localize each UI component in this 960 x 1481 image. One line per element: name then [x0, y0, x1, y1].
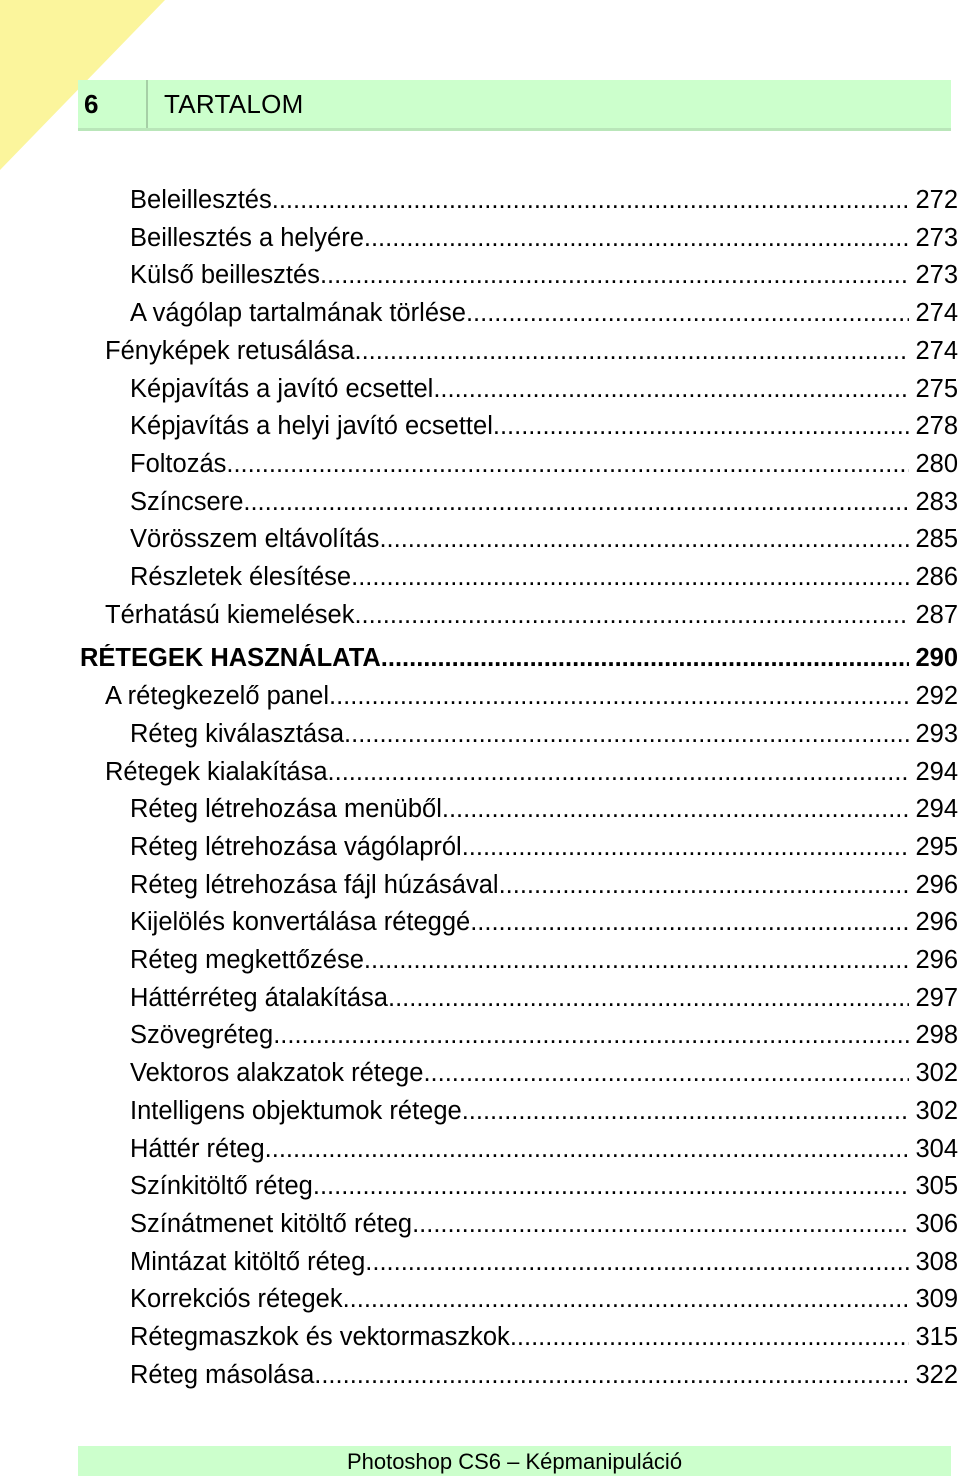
toc-entry[interactable] [105, 758, 958, 796]
toc-entry[interactable] [130, 1323, 958, 1361]
toc-leader-dots [320, 261, 910, 290]
toc-leader-dots [381, 644, 910, 673]
toc-leader-dots [243, 488, 909, 517]
toc-leader-dots [462, 1097, 910, 1126]
toc-entry-page: 294 [915, 795, 958, 824]
toc-entry-label: Színátmenet kitöltő réteg [130, 1209, 413, 1238]
toc-entry[interactable] [130, 261, 958, 299]
toc-entry[interactable] [130, 720, 958, 758]
toc-leader-dots [313, 1172, 910, 1201]
toc-entry-label: A vágólap tartalmának törlése [130, 299, 466, 328]
toc-entry-label: Képjavítás a helyi javító ecsettel [130, 412, 493, 441]
toc-entry-label: Beleillesztés [130, 186, 272, 214]
toc-entry[interactable] [80, 644, 958, 682]
toc-leader-dots [470, 908, 909, 937]
toc-entry-label: Kijelölés konvertálása réteggé [130, 908, 471, 937]
toc-entry-page: 294 [915, 757, 958, 786]
toc-leader-dots [314, 1361, 909, 1390]
toc-leader-dots [364, 224, 910, 253]
toc-entry[interactable] [130, 1285, 958, 1323]
toc-entry[interactable] [130, 908, 958, 946]
page-header [78, 80, 951, 131]
toc-entry-label: Részletek élesítése [130, 563, 352, 591]
toc-entry-page: 322 [915, 1360, 958, 1389]
toc-entry[interactable] [130, 412, 958, 450]
toc-entry-label: Beillesztés a helyére [130, 223, 364, 252]
toc-leader-dots [442, 795, 910, 824]
toc-entry-page: 296 [915, 946, 958, 974]
toc-leader-dots [351, 563, 909, 592]
toc-entry-label: Réteg létrehozása vágólapról [130, 832, 462, 861]
toc-leader-dots [343, 1285, 910, 1314]
chapter-number: 6 [78, 80, 148, 128]
chapter-title: TARTALOM [164, 88, 304, 119]
toc-entry-label: Színcsere [130, 487, 244, 516]
toc-entry-page: 306 [915, 1209, 958, 1238]
toc-entry-label: Fényképek retusálása [105, 336, 355, 365]
toc-leader-dots [379, 525, 909, 554]
toc-entry-label: Réteg megkettőzése [130, 946, 364, 974]
toc-entry-page: 296 [915, 908, 958, 937]
toc-leader-dots [499, 871, 910, 900]
toc-entry-page: 274 [915, 336, 958, 365]
toc-entry-label: Korrekciós rétegek [130, 1285, 343, 1314]
toc-entry-page: 272 [915, 186, 958, 214]
toc-entry-page: 302 [915, 1096, 958, 1125]
toc-entry-label: Háttér réteg [130, 1134, 265, 1163]
toc-leader-dots [462, 833, 910, 862]
toc-entry[interactable] [130, 1210, 958, 1248]
toc-leader-dots [354, 337, 909, 366]
toc-entry[interactable] [130, 1059, 958, 1097]
toc-entry-page: 287 [915, 600, 958, 629]
toc-entry-label: Színkitöltő réteg [130, 1172, 313, 1201]
toc-entry-page: 280 [915, 449, 958, 478]
toc-entry-label: Réteg kiválasztása [130, 719, 345, 748]
toc-entry[interactable] [130, 224, 958, 262]
toc-entry[interactable] [130, 1097, 958, 1135]
toc-entry-page: 308 [915, 1247, 958, 1276]
toc-entry[interactable] [130, 984, 958, 1022]
toc-leader-dots [423, 1059, 909, 1088]
toc-entry-page: 283 [915, 487, 958, 516]
toc-entry-label: Térhatású kiemelések [105, 600, 355, 629]
toc-entry-label: Foltozás [130, 449, 227, 478]
toc-entry-page: 298 [915, 1021, 958, 1050]
toc-entry-label: Külső beillesztés [130, 261, 320, 290]
toc-entry-page: 290 [915, 644, 958, 673]
toc-entry[interactable] [130, 450, 958, 488]
toc-leader-dots [364, 946, 910, 975]
toc-entry-label: Rétegmaszkok és vektormaszkok [130, 1323, 510, 1351]
toc-entry-page: 296 [915, 870, 958, 899]
toc-leader-dots [354, 601, 909, 630]
toc-entry-page: 297 [915, 983, 958, 1012]
toc-leader-dots [329, 682, 909, 711]
toc-entry[interactable] [105, 601, 958, 639]
toc-leader-dots [412, 1210, 909, 1239]
toc-leader-dots [265, 1135, 910, 1164]
toc-entry-page: 275 [915, 374, 958, 403]
toc-entry-page: 285 [915, 525, 958, 554]
toc-entry-label: Réteg másolása [130, 1360, 315, 1389]
toc-entry-label: Vörösszem eltávolítás [130, 525, 380, 554]
toc-entry-page: 295 [915, 832, 958, 861]
toc-entry[interactable] [130, 1021, 958, 1059]
toc-leader-dots [272, 186, 910, 215]
toc-entry-page: 292 [915, 682, 958, 711]
toc-entry[interactable] [130, 1248, 958, 1286]
toc-entry-page: 302 [915, 1059, 958, 1088]
toc-entry[interactable] [130, 375, 958, 413]
toc-leader-dots [493, 412, 910, 441]
toc-entry[interactable] [105, 682, 958, 720]
toc-leader-dots [226, 450, 909, 479]
toc-entry[interactable] [130, 525, 958, 563]
toc-entry[interactable] [130, 871, 958, 909]
toc-leader-dots [328, 758, 910, 787]
toc-leader-dots [510, 1323, 910, 1352]
toc-entry-label: Rétegek kialakítása [105, 757, 328, 786]
toc-leader-dots [388, 984, 909, 1013]
toc-entry-page: 293 [915, 719, 958, 748]
toc-entry[interactable] [130, 488, 958, 526]
toc-entry-page: 273 [915, 261, 958, 290]
toc-entry-label: Mintázat kitöltő réteg [130, 1247, 366, 1276]
page-footer: Photoshop CS6 – Képmanipuláció [78, 1446, 951, 1476]
toc-entry[interactable] [130, 299, 958, 337]
toc-entry-label: Szövegréteg [130, 1021, 274, 1050]
toc-entry-label: Háttérréteg átalakítása [130, 983, 388, 1012]
toc-entry-page: 273 [915, 223, 958, 252]
toc-entry-label: Vektoros alakzatok rétege [130, 1059, 424, 1088]
toc-entry[interactable] [130, 1172, 958, 1210]
toc-leader-dots [365, 1248, 909, 1277]
toc-entry[interactable] [105, 337, 958, 375]
toc-leader-dots [466, 299, 910, 328]
toc-entry[interactable] [130, 1361, 958, 1399]
toc-entry[interactable] [130, 795, 958, 833]
toc-entry-page: 286 [915, 563, 958, 591]
toc-entry-page: 304 [915, 1134, 958, 1163]
toc-entry-label: Réteg létrehozása menüből [130, 795, 442, 824]
toc-entry-page: 305 [915, 1172, 958, 1201]
toc-entry-label: Intelligens objektumok rétege [130, 1096, 462, 1125]
toc-entry[interactable] [130, 186, 958, 224]
toc-entry-page: 315 [915, 1323, 958, 1351]
toc-entry-page: 274 [915, 299, 958, 328]
toc-leader-dots [273, 1021, 909, 1050]
toc-entry[interactable] [130, 833, 958, 871]
toc-entry-page: 278 [915, 412, 958, 441]
toc-entry[interactable] [130, 946, 958, 984]
toc-leader-dots [344, 720, 909, 749]
toc-entry-label: Réteg létrehozása fájl húzásával [130, 870, 499, 899]
toc-leader-dots [433, 375, 909, 404]
toc-entry[interactable] [130, 563, 958, 601]
toc-entry-label: A rétegkezelő panel [105, 682, 329, 711]
toc-entry[interactable] [130, 1135, 958, 1173]
toc-entry-label: Képjavítás a javító ecsettel [130, 374, 434, 403]
toc-entry-label: RÉTEGEK HASZNÁLATA [80, 644, 381, 673]
toc-entry-page: 309 [915, 1285, 958, 1314]
